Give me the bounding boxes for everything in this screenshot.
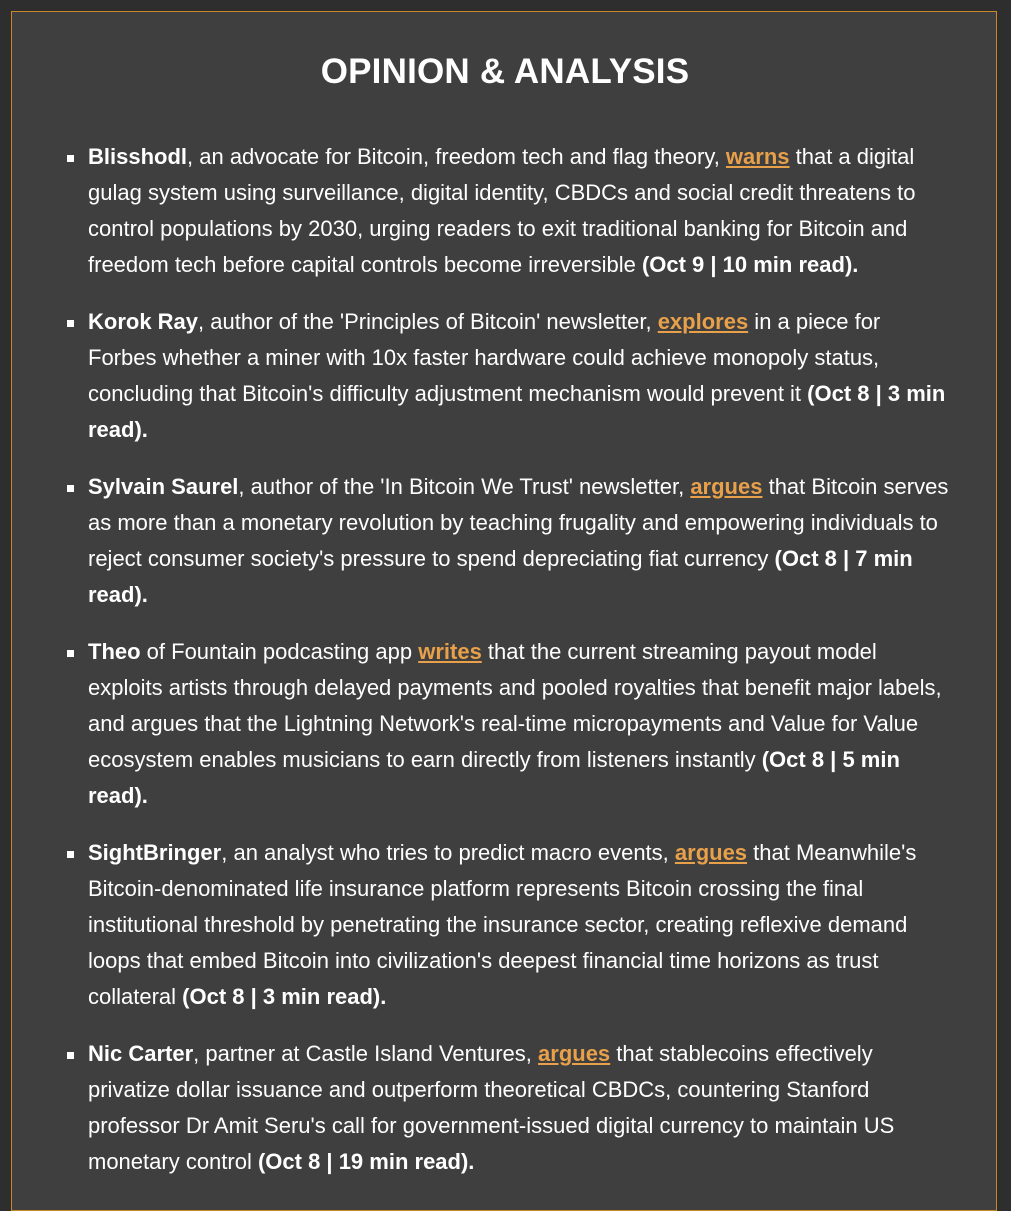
- author-name: Theo: [88, 639, 141, 664]
- item-intro: , author of the 'Principles of Bitcoin' newsletter,: [198, 309, 658, 334]
- author-name: Blisshodl: [88, 144, 188, 169]
- item-meta: (Oct 8 | 19 min read).: [257, 1149, 475, 1174]
- item-meta: (Oct 8 | 5 min read).: [88, 747, 900, 808]
- bullet-square-icon: [67, 485, 74, 492]
- list-item: [64, 139, 954, 283]
- list-item: [64, 304, 954, 448]
- author-name: Sylvain Saurel: [88, 474, 239, 499]
- item-meta: (Oct 9 | 10 min read).: [641, 252, 859, 277]
- article-link[interactable]: argues: [674, 840, 748, 865]
- bullet-square-icon: [67, 320, 74, 327]
- list-item: [64, 634, 954, 814]
- item-intro: of Fountain podcasting app: [140, 639, 419, 664]
- item-meta: (Oct 8 | 7 min read).: [88, 546, 913, 607]
- bullet-square-icon: [67, 851, 74, 858]
- item-intro: , an advocate for Bitcoin, freedom tech and flag theory,: [187, 144, 726, 169]
- article-list: [64, 139, 954, 1201]
- list-item: [64, 835, 954, 1015]
- list-item: [64, 1036, 954, 1180]
- article-link[interactable]: explores: [657, 309, 749, 334]
- item-meta: (Oct 8 | 3 min read).: [182, 984, 387, 1009]
- article-link[interactable]: writes: [418, 639, 482, 664]
- bullet-square-icon: [67, 650, 74, 657]
- bullet-square-icon: [67, 155, 74, 162]
- article-link[interactable]: argues: [538, 1041, 611, 1066]
- section-heading: OPINION & ANALYSIS: [320, 52, 690, 91]
- author-name: Korok Ray: [88, 309, 199, 334]
- item-summary: that the current streaming payout model exploits artists through delayed payments and pooled royalties that benefit major labels, and argues that the Lightning Network's real-time micropayments and Value for Value ecosystem enables musicians to earn directly from listeners instantly: [88, 639, 942, 772]
- list-item: [64, 469, 954, 613]
- item-summary: that Bitcoin serves as more than a monetary revolution by teaching frugality and empowering individuals to reject consumer society's pressure to spend depreciating fiat currency: [88, 474, 949, 571]
- item-intro: , an analyst who tries to predict macro events,: [221, 840, 675, 865]
- item-meta: (Oct 8 | 3 min read).: [88, 381, 946, 442]
- item-summary: that stablecoins effectively privatize dollar issuance and outperform theoretical CBDCs, countering Stanford professor Dr Amit Seru's call for government-issued digital currency to maintain US monetary control: [88, 1041, 895, 1174]
- opinion-analysis-panel: [11, 11, 997, 1211]
- item-summary: that Meanwhile's Bitcoin-denominated life insurance platform represents Bitcoin crossing the final institutional threshold by penetrating the insurance sector, creating reflexive demand loops that embed Bitcoin into civilization's deepest financial time horizons as trust collateral: [88, 840, 917, 1009]
- item-intro: , author of the 'In Bitcoin We Trust' newsletter,: [238, 474, 691, 499]
- item-summary: in a piece for Forbes whether a miner with 10x faster hardware could achieve monopoly status, concluding that Bitcoin's difficulty adjustment mechanism would prevent it: [88, 309, 881, 406]
- item-intro: , partner at Castle Island Ventures,: [193, 1041, 539, 1066]
- article-link[interactable]: argues: [690, 474, 763, 499]
- author-name: Nic Carter: [88, 1041, 194, 1066]
- bullet-square-icon: [67, 1052, 74, 1059]
- article-link[interactable]: warns: [725, 144, 790, 169]
- item-summary: that a digital gulag system using surveillance, digital identity, CBDCs and social credit threatens to control populations by 2030, urging readers to exit traditional banking for Bitcoin and freedom tech before capital controls become irreversible: [88, 144, 916, 277]
- author-name: SightBringer: [88, 840, 222, 865]
